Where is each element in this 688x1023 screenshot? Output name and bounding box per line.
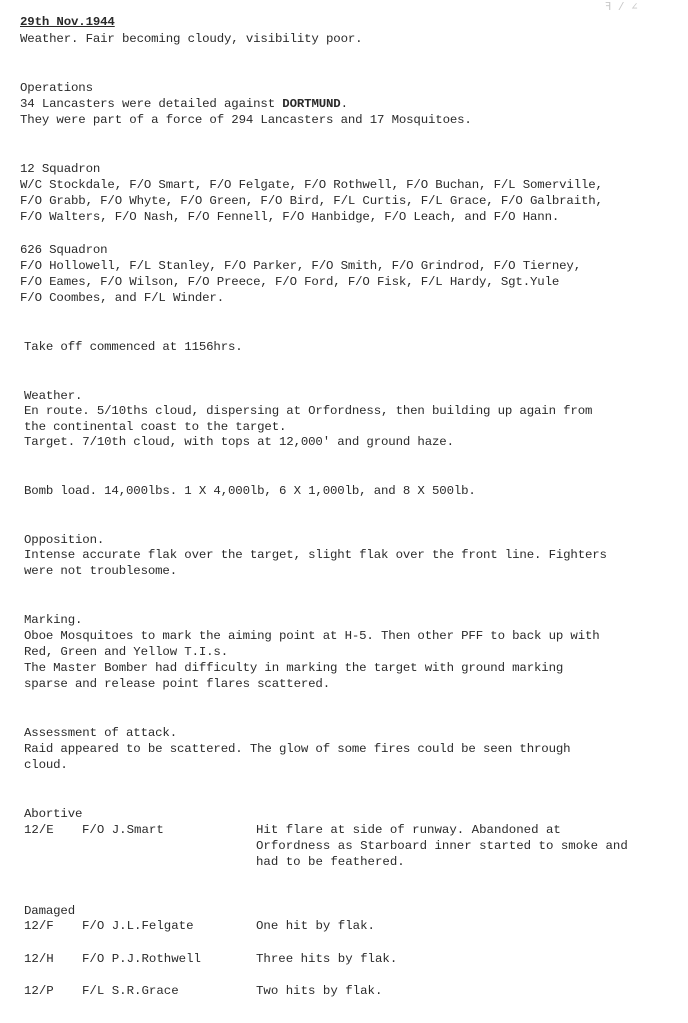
opposition-heading: Opposition. xyxy=(24,533,105,547)
weather-heading: Weather. xyxy=(24,389,83,403)
aircraft-code: 12/P xyxy=(24,984,54,998)
marking-line: sparse and release point flares scattered. xyxy=(24,677,330,691)
operations-suffix: . xyxy=(340,97,348,111)
marking-heading: Marking. xyxy=(24,613,83,627)
target-name: DORTMUND xyxy=(282,97,341,111)
squadron-626-crew-line: F/O Coombes, and F/L Winder. xyxy=(20,291,224,305)
damage-remark: Two hits by flak. xyxy=(256,984,383,998)
marking-line: The Master Bomber had difficulty in marking the target with ground marking xyxy=(24,661,564,675)
takeoff-time: Take off commenced at 1156hrs. xyxy=(24,340,243,354)
weather-line: Target. 7/10th cloud, with tops at 12,000' and ground haze. xyxy=(24,435,454,449)
squadron-12-crew-line: F/O Grabb, F/O Whyte, F/O Green, F/O Bird, F/L Curtis, F/L Grace, F/O Galbraith, xyxy=(20,194,603,208)
pilot-name: F/O P.J.Rothwell xyxy=(82,952,201,966)
abortive-remark: Orfordness as Starboard inner started to smoke and xyxy=(256,839,628,853)
squadron-12-crew-line: W/C Stockdale, F/O Smart, F/O Felgate, F/O Rothwell, F/O Buchan, F/L Somerville, xyxy=(20,178,603,192)
damage-remark: Three hits by flak. xyxy=(256,952,398,966)
assessment-line: Raid appeared to be scattered. The glow of some fires could be seen through xyxy=(24,742,571,756)
operations-detail xyxy=(20,96,348,113)
aircraft-code: 12/H xyxy=(24,952,54,966)
pilot-name: F/O J.L.Felgate xyxy=(82,919,194,933)
weather-line: En route. 5/10ths cloud, dispersing at Orfordness, then building up again from xyxy=(24,404,593,418)
abortive-heading: Abortive xyxy=(24,807,83,821)
opposition-line: were not troublesome. xyxy=(24,564,177,578)
operations-prefix: 34 Lancasters were detailed against xyxy=(20,97,283,111)
weather-line: the continental coast to the target. xyxy=(24,420,287,434)
weather-summary: Weather. Fair becoming cloudy, visibility poor. xyxy=(20,32,363,46)
assessment-heading: Assessment of attack. xyxy=(24,726,177,740)
marking-line: Oboe Mosquitoes to mark the aiming point at H-5. Then other PFF to back up with xyxy=(24,629,600,643)
operations-heading: Operations xyxy=(20,81,93,95)
squadron-626-crew-line: F/O Eames, F/O Wilson, F/O Preece, F/O Ford, F/O Fisk, F/L Hardy, Sgt.Yule xyxy=(20,275,560,289)
damaged-heading: Damaged xyxy=(24,904,75,918)
squadron-626-crew-line: F/O Hollowell, F/L Stanley, F/O Parker, F/O Smith, F/O Grindrod, F/O Tierney, xyxy=(20,259,581,273)
corner-annotation: ꟻ / ∠ xyxy=(605,2,638,14)
squadron-12-crew-line: F/O Walters, F/O Nash, F/O Fennell, F/O Hanbidge, F/O Leach, and F/O Hann. xyxy=(20,210,560,224)
abortive-remark: Hit flare at side of runway. Abandoned at xyxy=(256,823,561,837)
document-date: 29th Nov.1944 xyxy=(20,15,115,29)
pilot-name: F/O J.Smart xyxy=(82,823,164,837)
damage-remark: One hit by flak. xyxy=(256,919,375,933)
abortive-remark: had to be feathered. xyxy=(256,855,405,869)
squadron-626-heading: 626 Squadron xyxy=(20,243,108,257)
pilot-name: F/L S.R.Grace xyxy=(82,984,179,998)
operations-force: They were part of a force of 294 Lancasters and 17 Mosquitoes. xyxy=(20,113,472,127)
opposition-line: Intense accurate flak over the target, slight flak over the front line. Fighters xyxy=(24,548,607,562)
bomb-load: Bomb load. 14,000lbs. 1 X 4,000lb, 6 X 1,000lb, and 8 X 500lb. xyxy=(24,484,476,498)
aircraft-code: 12/E xyxy=(24,823,54,837)
marking-line: Red, Green and Yellow T.I.s. xyxy=(24,645,228,659)
squadron-12-heading: 12 Squadron xyxy=(20,162,101,176)
assessment-line: cloud. xyxy=(24,758,68,772)
aircraft-code: 12/F xyxy=(24,919,54,933)
